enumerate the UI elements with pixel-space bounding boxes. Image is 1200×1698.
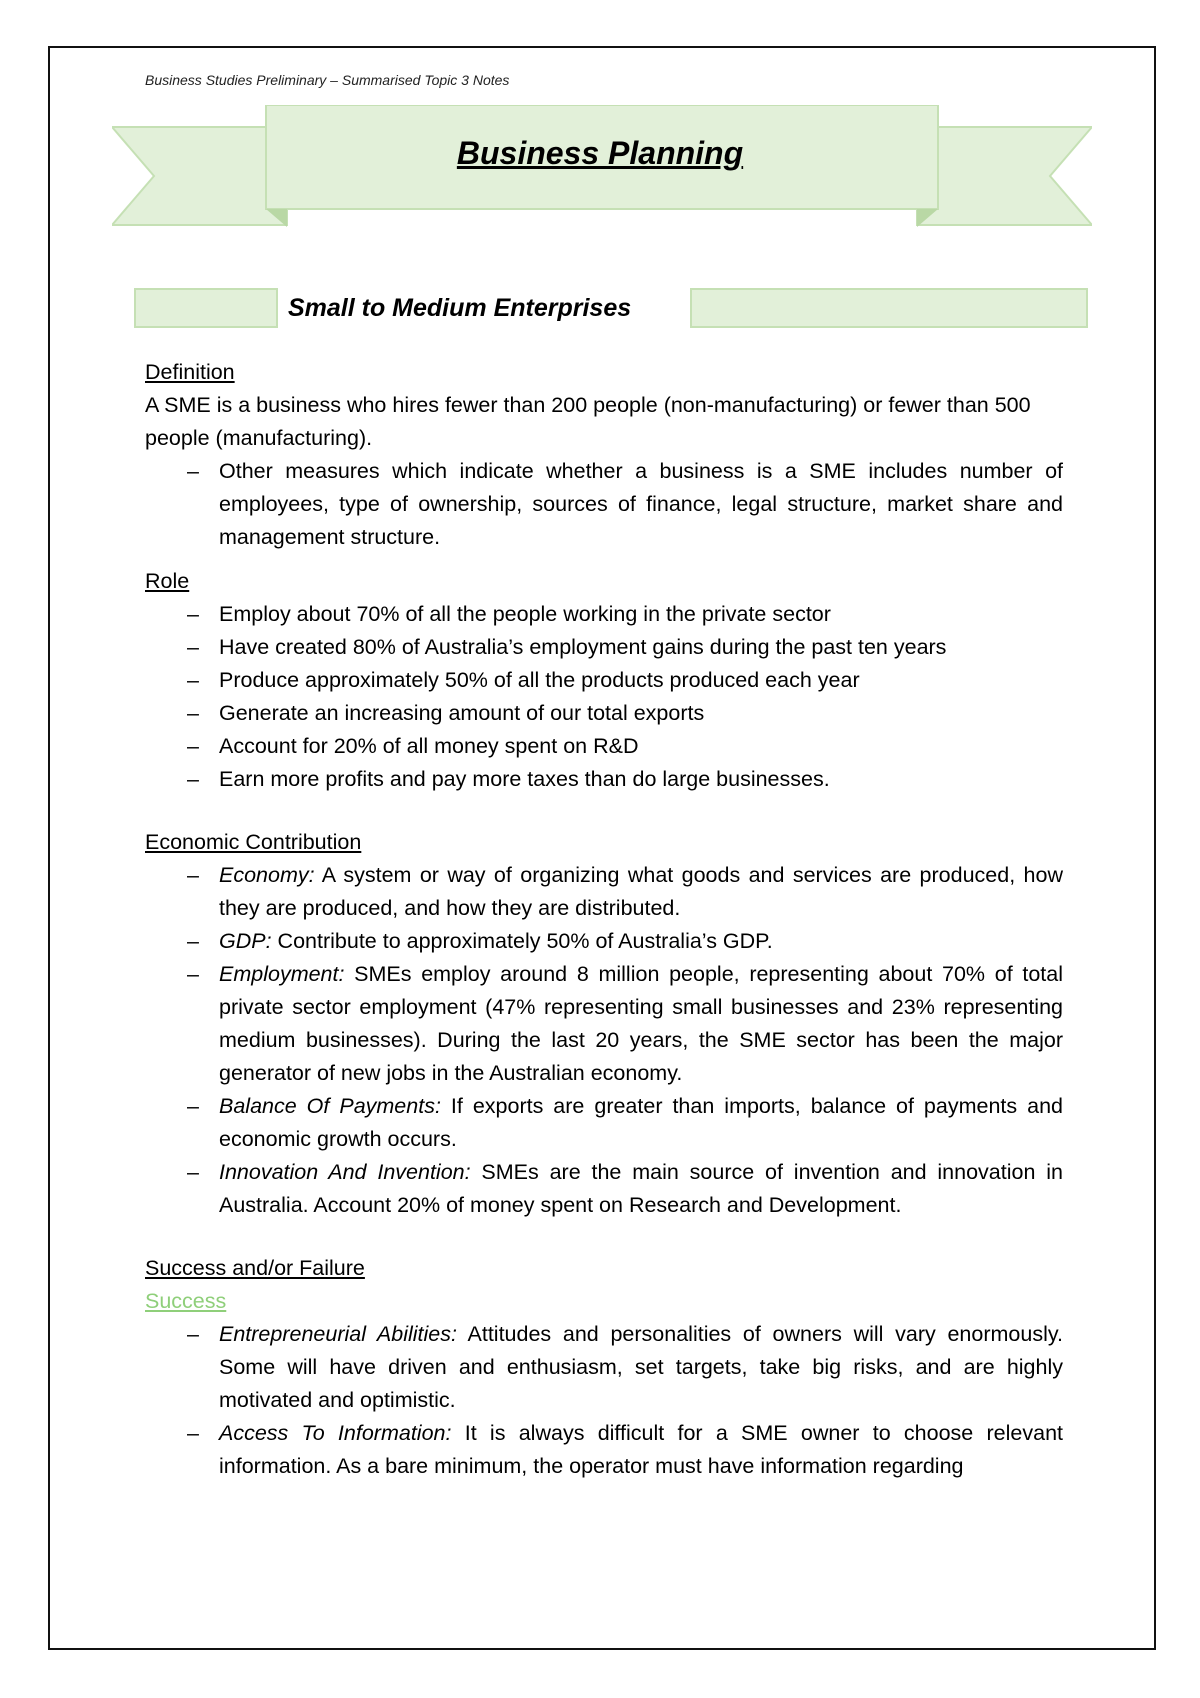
role-bullet: – Account for 20% of all money spent on R&D (145, 730, 1063, 763)
economic-term: GDP: (219, 929, 272, 953)
role-list (145, 598, 1063, 796)
success-text: Attitudes and personalities of owners will vary enormously. Some will have driven and enthusiasm, set targets, take big risks, and are highly motivated and optimistic. (219, 1322, 1063, 1412)
section-bar-left (134, 288, 278, 328)
success-list (145, 1318, 1063, 1483)
definition-bullet: – Other measures which indicate whether a business is a SME includes number of employees, type of ownership, sources of finance, legal structure, market share and management structure. (145, 455, 1063, 554)
role-bullet: – Employ about 70% of all the people working in the private sector (145, 598, 1063, 631)
economic-item (145, 859, 1063, 925)
economic-item (145, 925, 1063, 958)
economic-heading: Economic Contribution (145, 830, 362, 854)
role-heading: Role (145, 569, 190, 593)
document-body (145, 356, 1063, 1483)
economic-term: Employment: (219, 962, 345, 986)
economic-text: Contribute to approximately 50% of Australia’s GDP. (271, 929, 773, 953)
role-bullet: – Earn more profits and pay more taxes than do large businesses. (145, 763, 1063, 796)
economic-term: Balance Of Payments: (219, 1094, 441, 1118)
economic-text: A system or way of organizing what goods and services are produced, how they are produced, and how they are distributed. (219, 863, 1063, 920)
success-text: It is always difficult for a SME owner to choose relevant information. As a bare minimum, the operator must have information regarding (219, 1421, 1063, 1478)
success-item (145, 1318, 1063, 1417)
success-failure-heading: Success and/or Failure (145, 1256, 365, 1280)
economic-text: If exports are greater than imports, balance of payments and economic growth occurs. (219, 1094, 1063, 1151)
definition-list (145, 455, 1063, 554)
economic-term: Innovation And Invention: (219, 1160, 471, 1184)
definition-heading: Definition (145, 360, 235, 384)
economic-text: SMEs employ around 8 million people, representing about 70% of total private sector employment (47% representing small businesses and 23% representing medium businesses). During the last 20 years, the SME sector has been the major generator of new jobs in the Australian economy. (219, 962, 1063, 1085)
definition-text: A SME is a business who hires fewer than 200 people (non-manufacturing) or fewer than 500 people (manufacturing). (145, 393, 1031, 450)
role-bullet: – Produce approximately 50% of all the products produced each year (145, 664, 1063, 697)
economic-list (145, 859, 1063, 1222)
economic-item (145, 1156, 1063, 1222)
success-term: Access To Information: (219, 1421, 452, 1445)
running-header: Business Studies Preliminary – Summarised Topic 3 Notes (145, 72, 510, 88)
success-subheading: Success (145, 1289, 227, 1313)
economic-term: Economy: (219, 863, 315, 887)
section-title: Small to Medium Enterprises (288, 294, 632, 322)
economic-item (145, 1090, 1063, 1156)
role-bullet: – Generate an increasing amount of our total exports (145, 697, 1063, 730)
economic-text: SMEs are the main source of invention and innovation in Australia. Account 20% of money spent on Research and Development. (219, 1160, 1063, 1217)
section-bar-right (690, 288, 1088, 328)
role-bullet: – Have created 80% of Australia’s employment gains during the past ten years (145, 631, 1063, 664)
economic-item (145, 958, 1063, 1090)
success-item (145, 1417, 1063, 1483)
page-title: Business Planning (456, 135, 744, 171)
success-term: Entrepreneurial Abilities: (219, 1322, 457, 1346)
